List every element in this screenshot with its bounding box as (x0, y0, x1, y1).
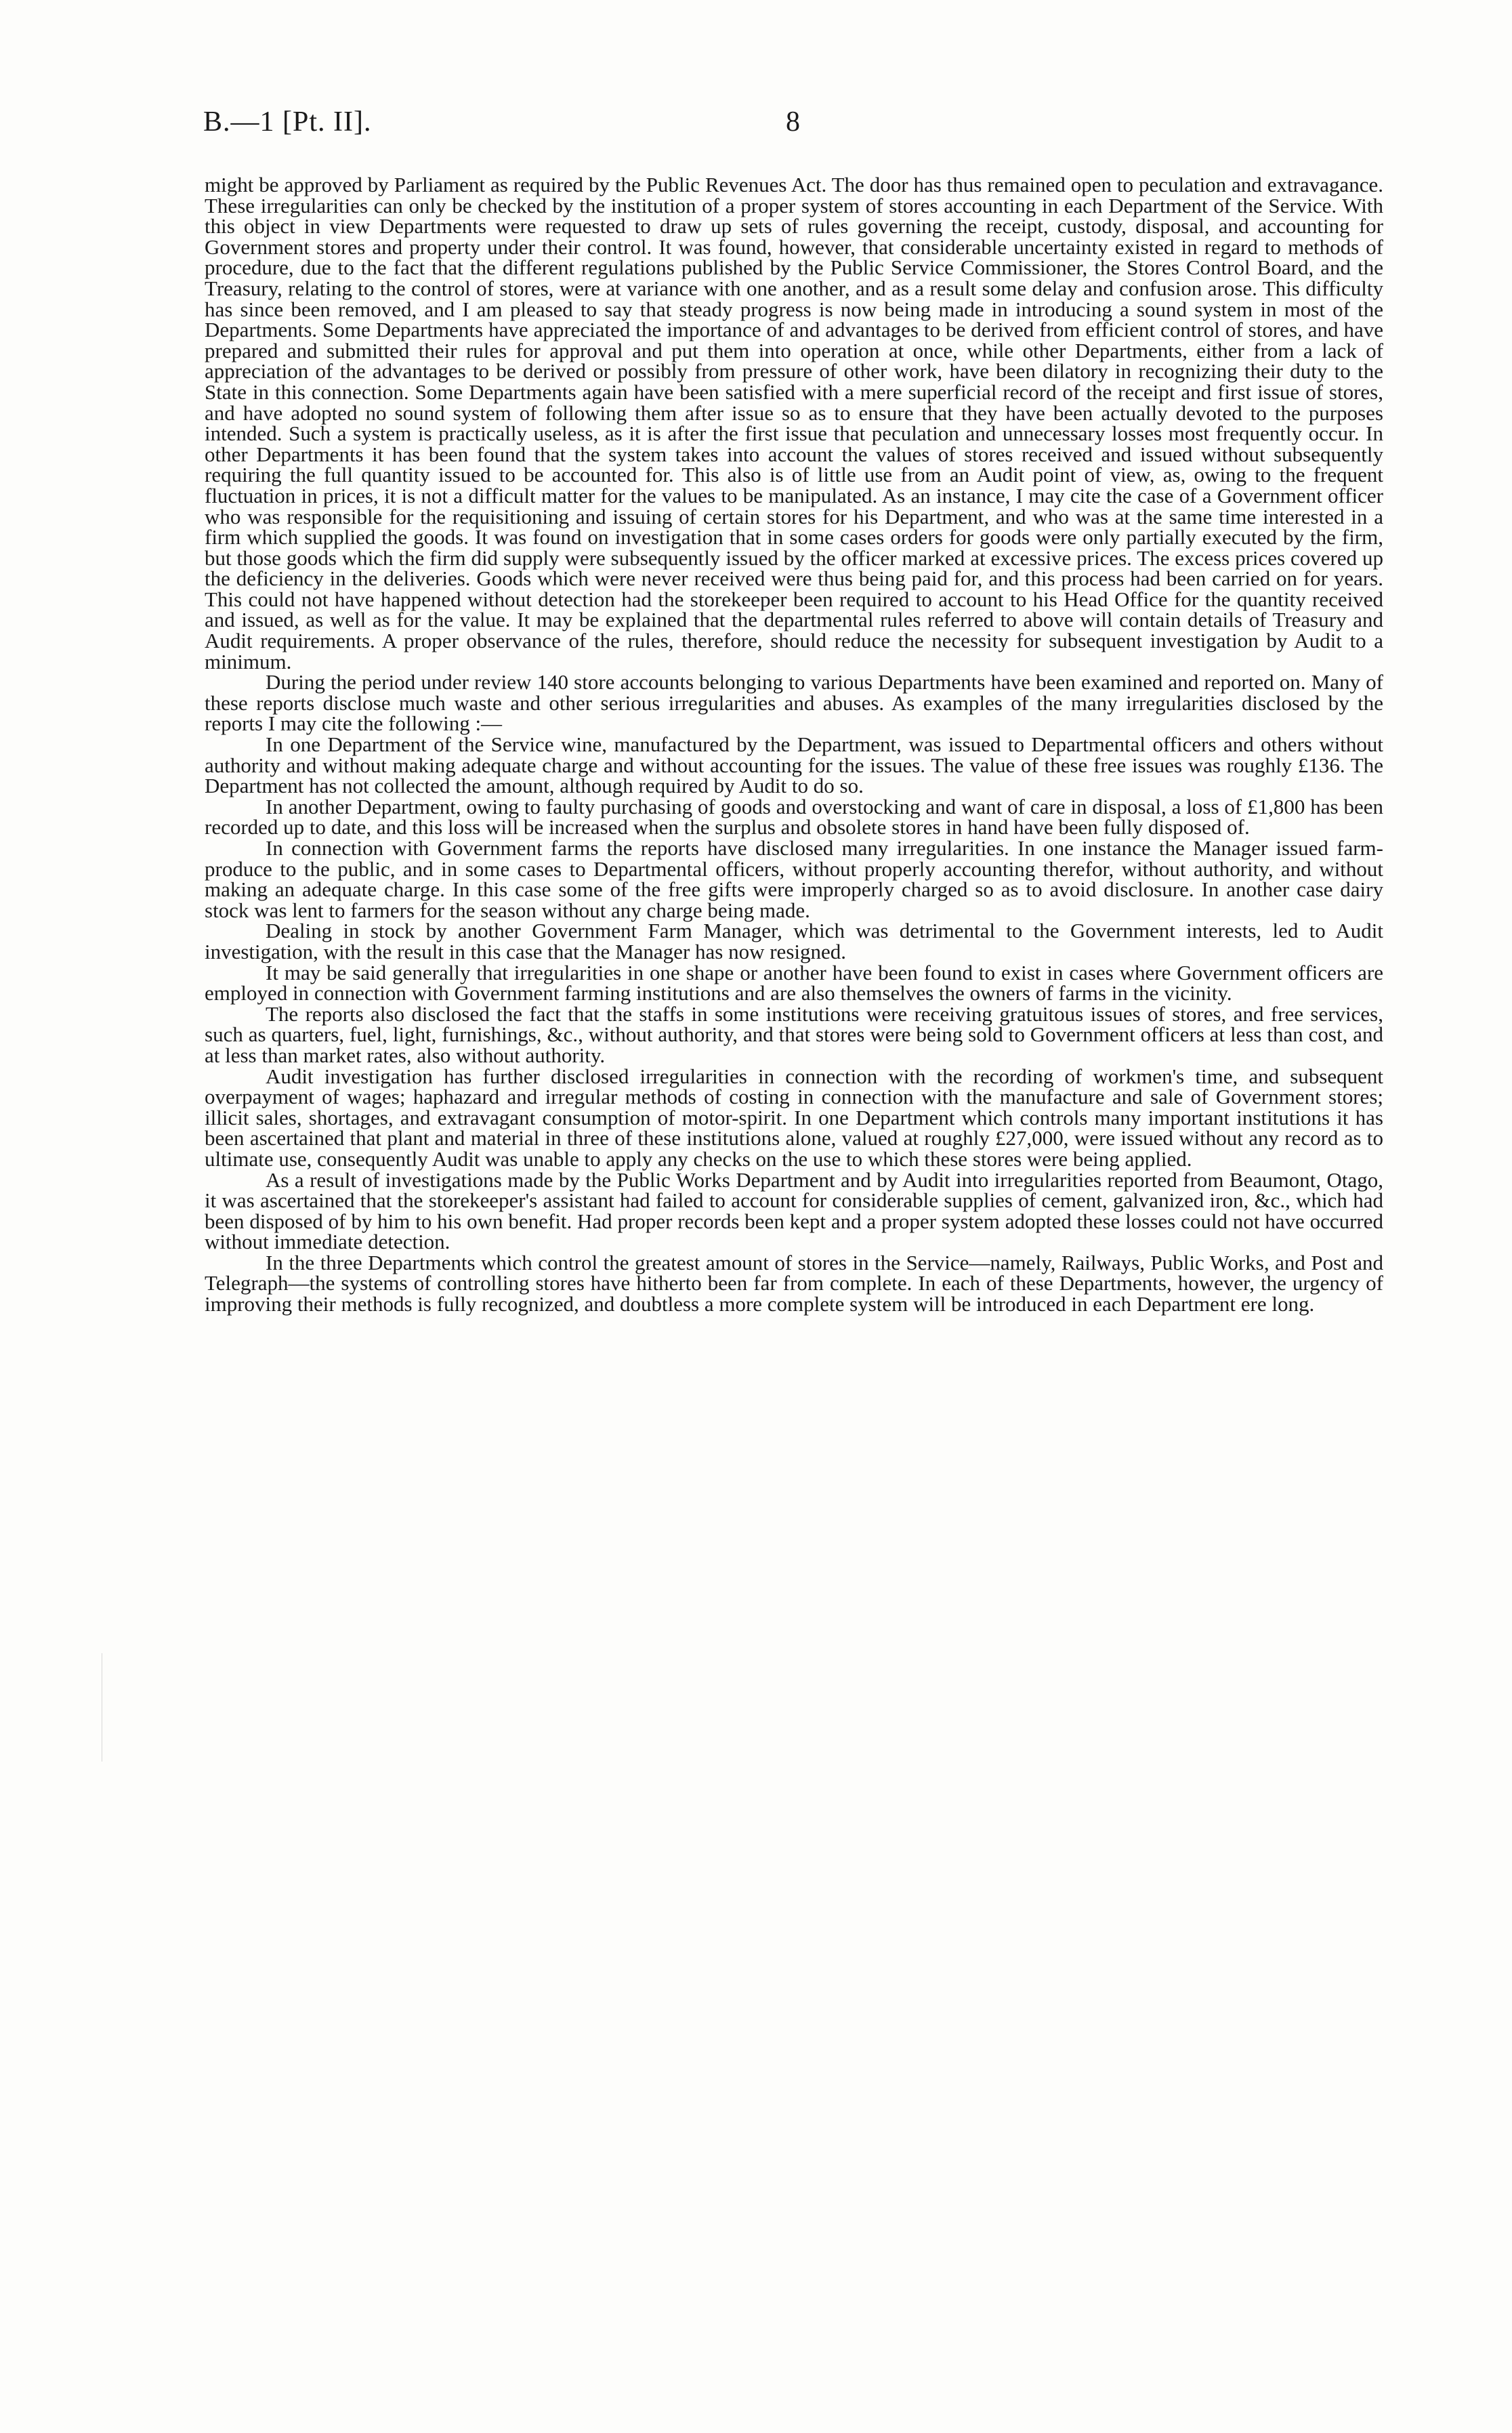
document-reference: B.—1 [Pt. II]. (203, 106, 372, 138)
paragraph: In one Department of the Service wine, manufactured by the Department, was issued to Departmental officers and others without authority and without making adequate charge and without accounting for the issues. The value of these free issues was roughly £136. The Department has not collected the amount, although required by Audit to do so. (205, 732, 1383, 798)
paragraph: Audit investigation has further disclosed irregularities in connection with the recording of workmen's time, and subsequent overpayment of wages; haphazard and irregular methods of costing in connection with the manufacture and sale of Government stores; illicit sales, shortages, and extravagant consumption of motor-spirit. In one Department which controls many important institutions it has been ascertained that plant and material in three of these institutions alone, valued at roughly £27,000, were issued without any record as to ultimate use, consequently Audit was unable to apply any checks on the use to which these stores were being applied. (205, 1064, 1383, 1171)
paragraph: In another Department, owing to faulty purchasing of goods and overstocking and want of care in disposal, a loss of £1,800 has been recorded up to date, and this loss will be increased when the surplus and obsolete stores in hand have been fully disposed of. (205, 794, 1383, 839)
paragraph: In connection with Government farms the reports have disclosed many irregularities. In one instance the Manager issued farm-produce to the public, and in some cases to Departmental officers, without properly accounting therefor, without authority, and without making an adequate charge. In this case some of the free gifts were improperly charged so as to avoid disclosure. In another case dairy stock was lent to farmers for the season without any charge being made. (205, 836, 1383, 922)
page-number: 8 (786, 106, 800, 138)
running-header (203, 102, 1382, 142)
paragraph-continued: might be approved by Parliament as required by the Public Revenues Act. The door has thus remained open to peculation and extravagance. These irregularities can only be checked by the institution of a proper system of stores accounting in each Department of the Service. With this object in view Departments were requested to draw up sets of rules governing the receipt, custody, disposal, and accounting for Government stores and property under their control. It was found, however, that considerable uncertainty existed in regard to methods of procedure, due to the fact that the different regulations published by the Public Service Commissioner, the Stores Control Board, and the Treasury, relating to the control of stores, were at variance with one another, and as a result some delay and confusion arose. This difficulty has since been removed, and I am pleased to say that steady progress is now being made in introducing a sound system in most of the Departments. Some Departments have appreciated the importance of and advantages to be derived from efficient control of stores, and have prepared and submitted their rules for approval and put them into operation at once, while other Departments, either from a lack of appreciation of the advantages to be derived or possibly from pressure of other work, have been dilatory in recognizing their duty to the State in this connection. Some Departments again have been satisfied with a mere superficial record of the receipt and first issue of stores, and have adopted no sound system of following them after issue so as to ensure that they have been actually devoted to the purposes intended. Such a system is practically useless, as it is after the first issue that peculation and unnecessary losses most frequently occur. In other Departments it has been found that the system takes into account the values of stores received and issued without subsequently requiring the full quantity issued to be accounted for. This also is of little use from an Audit point of view, as, owing to the frequent fluctuation in prices, it is not a difficult matter for the values to be manipulated. As an instance, I may cite the case of a Government officer who was responsible for the requisitioning and issuing of certain stores for his Department, and who was at the same time interested in a firm which supplied the goods. It was found on investigation that in some cases orders for goods were only partially executed by the firm, but those goods which the firm did supply were subsequently issued by the officer marked at excessive prices. The excess prices covered up the deficiency in the deliveries. Goods which were never received were thus being paid for, and this process had been carried on for years. This could not have happened without detection had the storekeeper been required to account to his Head Office for the quantity received and issued, as well as for the value. It may be explained that the departmental rules referred to above will contain details of Treasury and Audit requirements. A proper observance of the rules, therefore, should reduce the necessity for subsequent investigation by Audit to a minimum. (205, 173, 1383, 673)
paragraph: During the period under review 140 store accounts belonging to various Departments have been examined and reported on. Many of these reports disclose much waste and other serious irregularities and abuses. As examples of the many irregularities disclosed by the reports I may cite the following :— (205, 670, 1383, 736)
body-text (205, 175, 1383, 1315)
paragraph: It may be said generally that irregularities in one shape or another have been found to exist in cases where Government officers are employed in connection with Government farming institutions and are also themselves the owners of farms in the vicinity. (205, 960, 1383, 1005)
paragraph: Dealing in stock by another Government Farm Manager, which was detrimental to the Government interests, led to Audit investigation, with the result in this case that the Manager has now resigned. (205, 919, 1383, 963)
paragraph: The reports also disclosed the fact that the staffs in some institutions were receiving gratuitous issues of stores, and free services, such as quarters, fuel, light, furnishings, &c., without authority, and that stores were being sold to Government officers at less than cost, and at less than market rates, also without authority. (205, 1001, 1383, 1067)
paragraph: As a result of investigations made by the Public Works Department and by Audit into irregularities reported from Beaumont, Otago, it was ascertained that the storekeeper's assistant had failed to account for considerable supplies of cement, galvanized iron, &c., which had been disposed of by him to his own benefit. Had proper records been kept and a proper system adopted these losses could not have occurred without immediate detection. (205, 1167, 1383, 1254)
paragraph: In the three Departments which control the greatest amount of stores in the Service—namely, Railways, Public Works, and Post and Telegraph—the systems of controlling stores have hitherto been far from complete. In each of these Departments, however, the urgency of improving their methods is fully recognized, and doubtless a more complete system will be introduced in each Department ere long. (205, 1250, 1383, 1316)
